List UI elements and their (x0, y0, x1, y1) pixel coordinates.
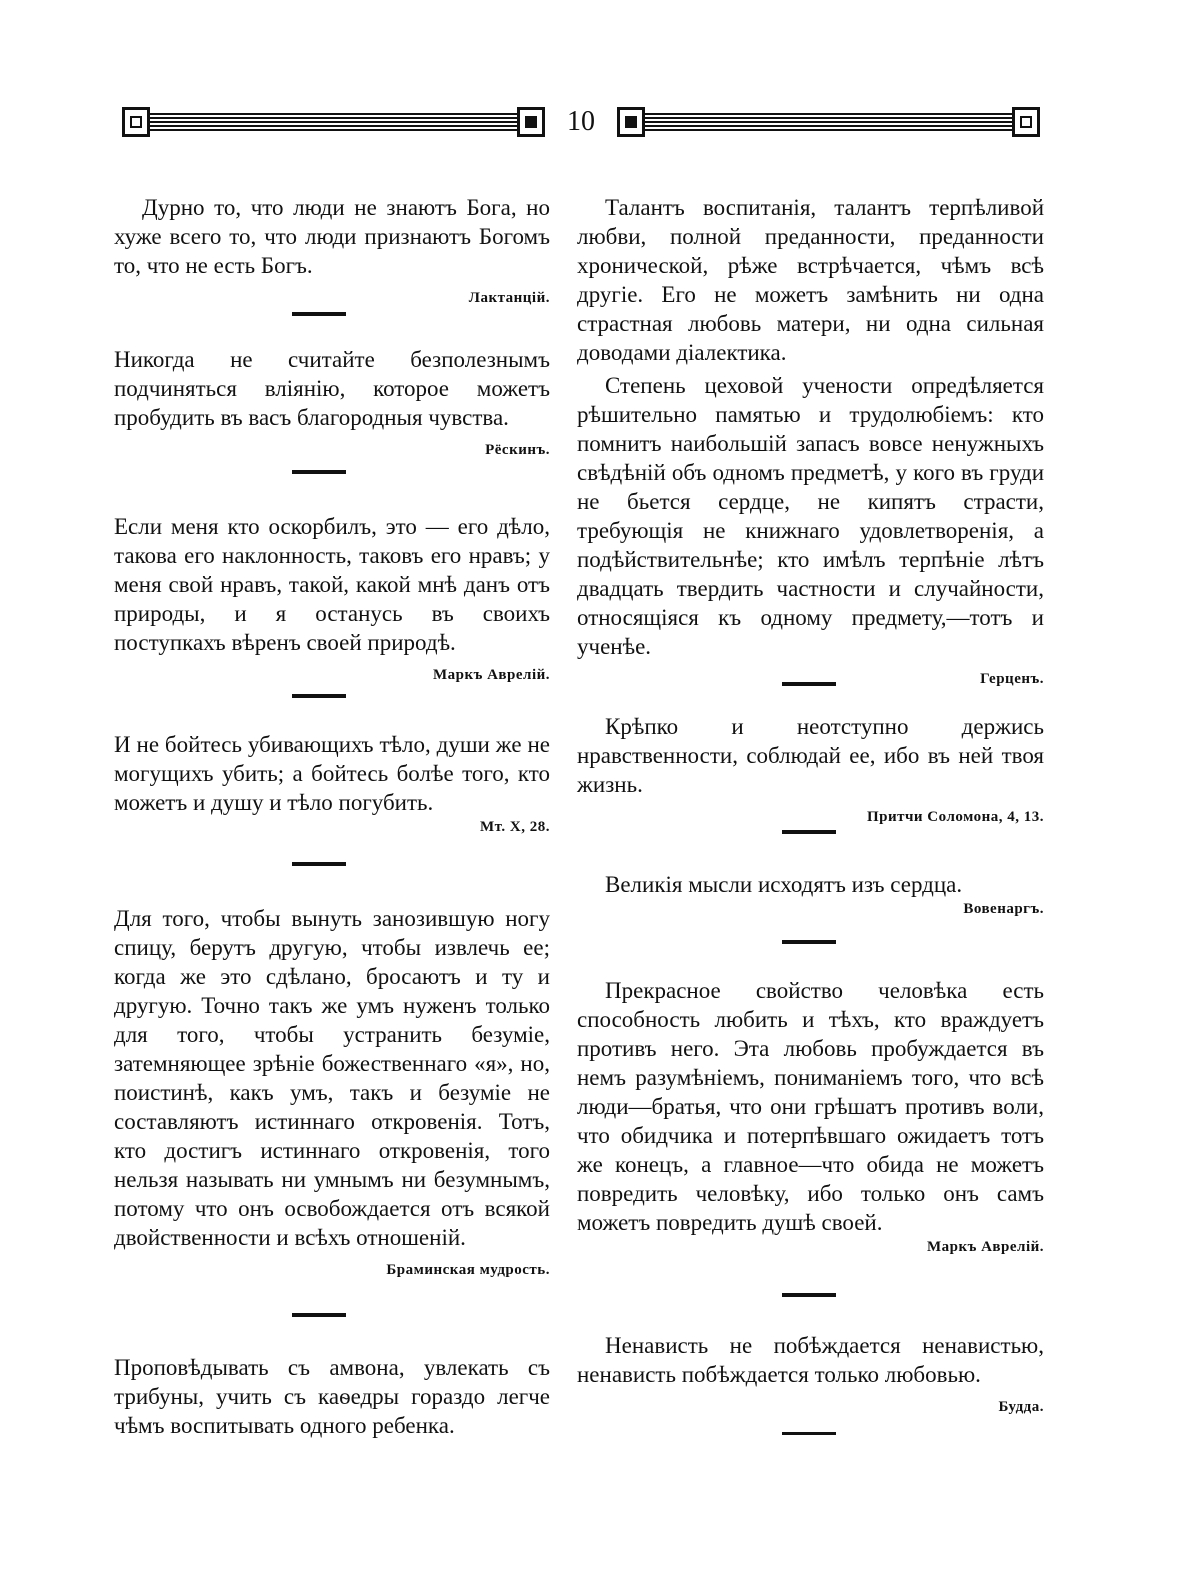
quote (114, 193, 550, 307)
quote-attribution: Лактанцій. (468, 290, 550, 306)
quote (114, 730, 550, 836)
header-rule-right (645, 113, 1012, 131)
quote-text: Дурно то, что люди не знаютъ Бога, но хуже всего то, что люди признаютъ Богомъ то, что не есть Богъ. (114, 195, 550, 278)
quote-text: Великія мысли исходятъ изъ сердца. (605, 872, 963, 897)
separator (292, 862, 346, 866)
ornament-cross-icon (517, 107, 545, 137)
quote-text: Если меня кто оскорбилъ, это — его дѣло, такова его наклонность, таковъ его нравъ; у меня свой нравъ, такой, какой мнѣ данъ отъ природы, и я останусь въ своихъ поступкахъ вѣренъ своей природѣ. (114, 514, 550, 655)
quote (114, 512, 550, 684)
quote-text: Талантъ воспитанія, талантъ терпѣливой любви, полной преданности, преданности хронической, рѣже встрѣчается, чѣмъ всѣ другіе. Его не можетъ замѣнить ни одна страстная любовь матери, ни одна сильная доводами діалектика. (577, 195, 1044, 365)
quote-attribution: Будда. (998, 1399, 1044, 1415)
separator (782, 682, 836, 686)
quote-attribution: Маркъ Аврелій. (926, 1239, 1044, 1255)
separator (292, 1313, 346, 1317)
ornament-square-icon (1012, 107, 1040, 137)
quote-text: Прекрасное свойство человѣка есть способность любить и тѣхъ, кто враждуетъ противъ него. Эта любовь пробуждается въ немъ разумѣніемъ, пониманіемъ того, что всѣ люди—братья, что они грѣшатъ противъ воли, что обидчика и потерпѣвшаго ожидаетъ тотъ же конецъ, а главное—что обида не можетъ повредить человѣку, ибо только онъ самъ можетъ повредить душѣ своей. (577, 978, 1044, 1235)
quote (577, 1331, 1044, 1416)
ornament-square-icon (122, 107, 150, 137)
separator (782, 940, 836, 944)
separator (292, 694, 346, 698)
quote (114, 345, 550, 459)
quote-text: Степень цеховой учености опредѣляется рѣшительно памятью и трудолюбіемъ: кто помнитъ наибольшій запасъ вовсе ненужныхъ свѣдѣній объ одномъ предметѣ, у кого въ груди не бьется сердце, не кипятъ страсти, требующія не книжнаго удовлетворенія, а подѣйствительнѣе; кто имѣлъ терпѣніе лѣтъ двадцать твердить частности и случайности, относящіяся къ одному предмету,—тотъ и ученѣе. (577, 373, 1044, 659)
separator (782, 1293, 836, 1297)
quote-attribution: Рёскинъ. (485, 442, 550, 458)
quote (114, 904, 550, 1279)
quote (577, 976, 1044, 1256)
quote-attribution: Мт. X, 28. (480, 819, 550, 835)
quote-text: Никогда не считайте безполезнымъ подчиняться вліянію, которое можетъ пробудить въ васъ благородныя чувства. (114, 347, 550, 430)
page-number: 10 (567, 106, 595, 137)
quote (577, 193, 1044, 688)
separator (292, 312, 346, 316)
quote (577, 870, 1044, 918)
quote-text: Проповѣдывать съ амвона, увлекать съ трибуны, учить съ каѳедры гораздо легче чѣмъ воспитывать одного ребенка. (114, 1355, 550, 1438)
quote-text: Ненависть не побѣждается ненавистью, ненависть побѣждается только любовью. (577, 1333, 1044, 1387)
quote-attribution: Маркъ Аврелій. (432, 667, 550, 683)
quote-attribution: Вовенаргъ. (963, 901, 1044, 917)
quote-text: Для того, чтобы вынуть занозившую ногу спицу, берутъ другую, чтобы извлечь ее; когда же это сдѣлано, бросаютъ и ту и другую. Точно такъ же умъ нуженъ только для того, чтобы устранить безуміе, затемняющее зрѣніе божественнаго «я», но, поистинѣ, какъ умъ, такъ и безуміе не составляютъ истиннаго откровенія. Тотъ, кто достигъ истиннаго откровенія, того нельзя называть ни умнымъ ни безумнымъ, потому что онъ освобождается отъ всякой двойственности и всѣхъ отношеній. (114, 906, 550, 1250)
header-rule-left (150, 113, 517, 131)
separator (782, 1432, 836, 1435)
quote-text: И не бойтесь убивающихъ тѣло, души же не могущихъ убить; а бойтесь болѣе того, кто можетъ и душу и тѣло погубить. (114, 732, 550, 815)
separator (782, 830, 836, 834)
quote-attribution: Браминская мудрость. (386, 1262, 550, 1278)
quote-text: Крѣпко и неотступно держись нравственности, соблюдай ее, ибо въ ней твоя жизнь. (577, 714, 1044, 797)
page-header (122, 104, 1040, 140)
quote-attribution: Притчи Соломона, 4, 13. (866, 809, 1044, 825)
separator (292, 470, 346, 474)
quote (577, 712, 1044, 826)
quote (114, 1353, 550, 1440)
quote-attribution: Герценъ. (980, 671, 1044, 687)
ornament-cross-icon (617, 107, 645, 137)
